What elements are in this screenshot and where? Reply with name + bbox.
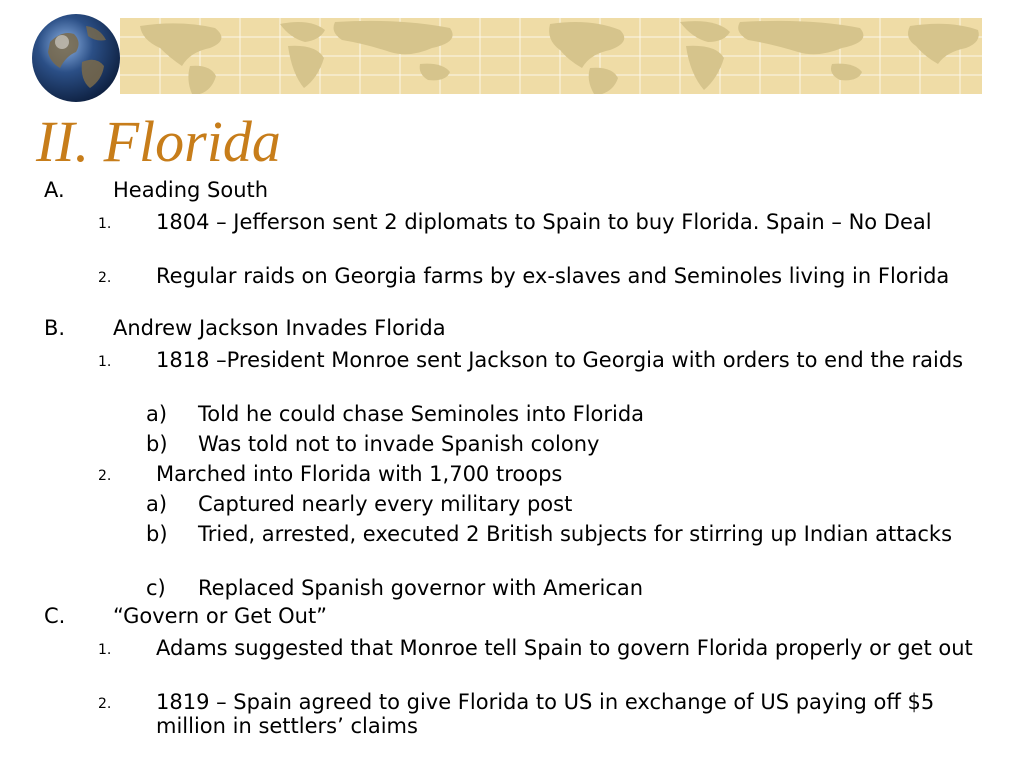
item-text: 1819 – Spain agreed to give Florida to US in exchange of US paying off $5 million in settlers’ claims: [156, 690, 935, 738]
item-number: 1.: [98, 354, 112, 370]
outline-section-a: [0, 174, 1024, 204]
subitem-text: Tried, arrested, executed 2 British subjects for stirring up Indian attacks: [198, 522, 953, 546]
item-text: Adams suggested that Monroe tell Spain to govern Florida properly or get out: [156, 636, 973, 660]
subitem-letter: c): [146, 576, 166, 600]
item-number: 1.: [98, 642, 112, 658]
outline-item: [0, 630, 1024, 684]
subitem-text: Was told not to invade Spanish colony: [198, 432, 600, 456]
outline-subitem: [0, 426, 1024, 456]
outline-item: [0, 258, 1024, 312]
outline-subitem: [0, 570, 1024, 600]
outline-subitem: [0, 396, 1024, 426]
subitem-letter: a): [146, 402, 168, 426]
subitem-text: Replaced Spanish governor with American: [198, 576, 644, 600]
outline-subitem: [0, 486, 1024, 516]
outline-subitem: [0, 516, 1024, 570]
subitem-text: Captured nearly every military post: [198, 492, 573, 516]
world-map-banner: [120, 18, 982, 94]
section-heading: “Govern or Get Out”: [113, 604, 328, 628]
item-text: Marched into Florida with 1,700 troops: [156, 462, 563, 486]
outline-section-c: [0, 600, 1024, 630]
section-marker: C.: [44, 604, 66, 628]
subitem-letter: b): [146, 522, 168, 546]
slide-title: II. Florida: [36, 109, 281, 174]
subitem-letter: a): [146, 492, 168, 516]
outline-item: [0, 342, 1024, 396]
item-text: 1818 –President Monroe sent Jackson to Georgia with orders to end the raids: [156, 348, 964, 372]
item-number: 2.: [98, 270, 112, 286]
section-marker: B.: [44, 316, 66, 340]
item-number: 2.: [98, 696, 112, 712]
outline-item: [0, 684, 1024, 738]
section-marker: A.: [44, 178, 65, 202]
slide-outline: [0, 174, 1024, 738]
item-text: 1804 – Jefferson sent 2 diplomats to Spain to buy Florida. Spain – No Deal: [156, 210, 932, 234]
globe-icon: [30, 12, 122, 104]
item-number: 2.: [98, 468, 112, 484]
item-text: Regular raids on Georgia farms by ex-slaves and Seminoles living in Florida: [156, 264, 950, 288]
outline-section-b: [0, 312, 1024, 342]
subitem-letter: b): [146, 432, 168, 456]
item-number: 1.: [98, 216, 112, 232]
subitem-text: Told he could chase Seminoles into Florida: [198, 402, 645, 426]
section-heading: Heading South: [113, 178, 269, 202]
outline-item: [0, 456, 1024, 486]
outline-item: [0, 204, 1024, 258]
section-heading: Andrew Jackson Invades Florida: [113, 316, 446, 340]
